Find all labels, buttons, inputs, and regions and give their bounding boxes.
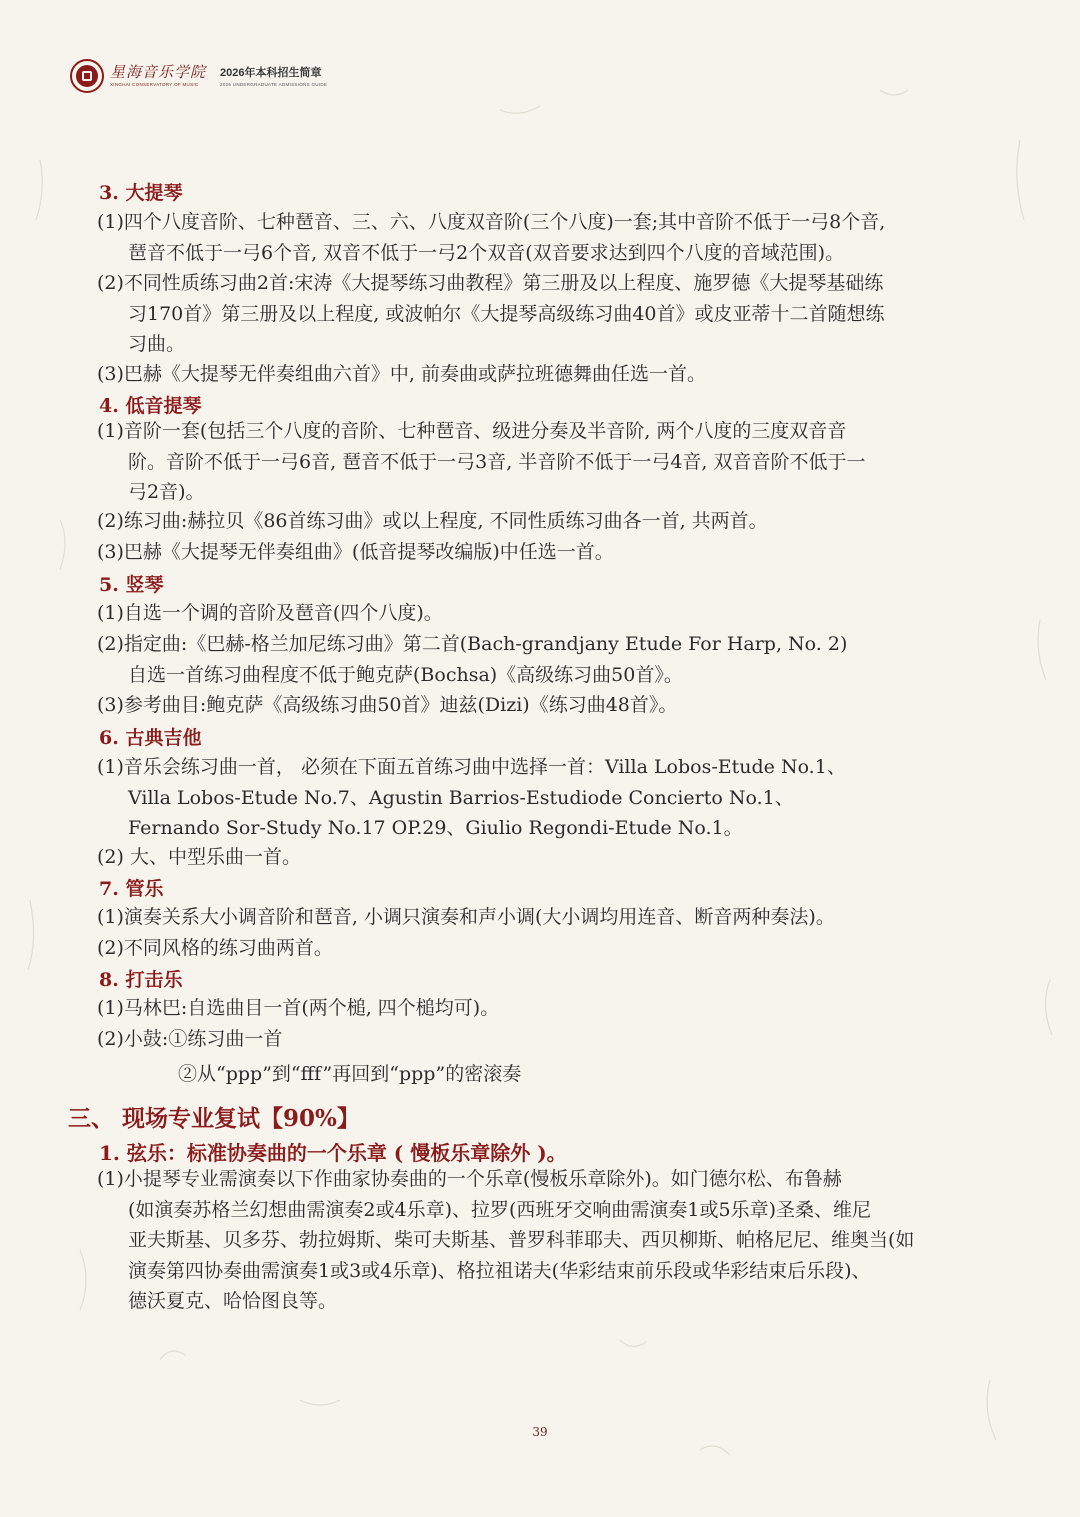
text-line: 琶音不低于一弓6个音, 双音不低于一弓2个双音(双音要求达到四个八度的音域范围)。 <box>128 241 845 264</box>
page-number: 39 <box>532 1425 548 1439</box>
school-name-cn: 星海音乐学院 <box>110 63 207 81</box>
pipe-heading: 7. 管乐 <box>99 878 164 900</box>
cello-heading: 3. 大提琴 <box>99 182 183 204</box>
text-line: (2)小鼓:①练习曲一首 <box>97 1028 283 1050</box>
text-line: (2)不同风格的练习曲两首。 <box>97 937 333 959</box>
pipe-item-2 <box>97 933 957 964</box>
harp-item-3 <box>97 690 957 721</box>
text-line: 亚夫斯基、贝多芬、勃拉姆斯、柴可夫斯基、普罗科菲耶夫、西贝柳斯、帕格尼尼、维奥当(如 <box>128 1229 915 1251</box>
bass-item-1 <box>97 416 957 508</box>
guide-subtitle: 2026 UNDERGRADUATE ADMISSIONS GUIDE <box>220 81 328 87</box>
text-line: (1)自选一个调的音阶及琶音(四个八度)。 <box>97 602 443 624</box>
page-header <box>70 56 327 96</box>
cello-item-3 <box>97 359 957 390</box>
text-line: (1)四个八度音阶、七种琶音、三、六、八度双音阶(三个八度)一套;其中音阶不低于一弓8个音, <box>97 211 886 233</box>
text-line: (3)巴赫《大提琴无伴奏组曲》(低音提琴改编版)中任选一首。 <box>97 541 614 563</box>
text-line: 弓2音)。 <box>128 481 205 503</box>
text-line: 习曲。 <box>128 333 186 355</box>
school-logo <box>110 64 206 88</box>
text-line: (2)指定曲:《巴赫-格兰加尼练习曲》第二首(Bach-grandjany Etude For Harp, No. 2) <box>97 633 848 655</box>
text-line: (1)演奏关系大小调音阶和琶音, 小调只演奏和声小调(大小调均用连音、断音两种奏法)。 <box>97 906 835 928</box>
perc-heading: 8. 打击乐 <box>99 969 183 991</box>
text-line: 自选一首练习曲程度不低于鲍克萨(Bochsa)《高级练习曲50首》。 <box>128 663 683 686</box>
school-name-en: XINGHAI CONSERVATORY OF MUSIC <box>110 82 199 87</box>
cello-item-2 <box>97 268 957 360</box>
text-line: (如演奏苏格兰幻想曲需演奏2或4乐章)、拉罗(西班牙交响曲需演奏1或5乐章)圣桑、维尼 <box>128 1198 872 1221</box>
text-line: Villa Lobos-Etude No.7、Agustin Barrios-Estudiode Concierto No.1、 <box>128 786 794 809</box>
perc-snare-line-2: ②从“ppp”到“fff”再回到“ppp”的密滚奏 <box>178 1063 522 1085</box>
harp-heading: 5. 竖琴 <box>99 574 164 596</box>
guide-title: 2026年本科招生简章 <box>220 66 322 79</box>
text-line: Fernando Sor-Study No.17 OP.29、Giulio Regondi-Etude No.1。 <box>128 817 743 839</box>
bass-item-2 <box>97 506 957 537</box>
section-3-item-1 <box>97 1164 957 1317</box>
pipe-item-1 <box>97 902 957 933</box>
perc-item-2 <box>97 1024 957 1055</box>
harp-item-2 <box>97 629 957 690</box>
text-line: (2)练习曲:赫拉贝《86首练习曲》或以上程度, 不同性质练习曲各一首, 共两首。 <box>97 510 768 532</box>
section-3-heading: 三、 现场专业复试【90%】 <box>68 1105 360 1132</box>
text-line: (1)音阶一套(包括三个八度的音阶、七种琶音、级进分奏及半音阶, 两个八度的三度双音音 <box>97 420 847 442</box>
bass-heading: 4. 低音提琴 <box>99 395 202 417</box>
guitar-item-1 <box>97 752 957 844</box>
text-line: (1)马林巴:自选曲目一首(两个槌, 四个槌均可)。 <box>97 997 500 1019</box>
bass-item-3 <box>97 537 957 568</box>
text-line: (1)音乐会练习曲一首， 必须在下面五首练习曲中选择一首：Villa Lobos-Etude No.1、 <box>97 756 846 778</box>
text-line: 习170首》第三册及以上程度, 或波帕尔《大提琴高级练习曲40首》或皮亚蒂十二首随想练 <box>128 302 885 325</box>
text-line: 演奏第四协奏曲需演奏1或3或4乐章)、格拉祖诺夫(华彩结束前乐段或华彩结束后乐段)、 <box>128 1259 871 1282</box>
text-line: (3)巴赫《大提琴无伴奏组曲六首》中, 前奏曲或萨拉班德舞曲任选一首。 <box>97 363 706 385</box>
guitar-heading: 6. 古典吉他 <box>99 727 202 749</box>
perc-item-1 <box>97 993 957 1024</box>
text-line: 德沃夏克、哈恰图良等。 <box>128 1290 338 1312</box>
guitar-item-2 <box>97 842 957 873</box>
school-seal-icon <box>70 59 104 93</box>
text-line: 阶。音阶不低于一弓6音, 琶音不低于一弓3音, 半音阶不低于一弓4音, 双音音阶不低于一 <box>128 450 866 473</box>
text-line: (3)参考曲目:鲍克萨《高级练习曲50首》迪兹(Dizi)《练习曲48首》。 <box>97 694 678 716</box>
guide-title-block <box>220 65 327 88</box>
text-line: (2)不同性质练习曲2首:宋涛《大提琴练习曲教程》第三册及以上程度、施罗德《大提琴基础练 <box>97 272 884 294</box>
harp-item-1 <box>97 598 957 629</box>
cello-item-1 <box>97 207 957 268</box>
text-line: (1)小提琴专业需演奏以下作曲家协奏曲的一个乐章(慢板乐章除外)。如门德尔松、布鲁赫 <box>97 1168 842 1190</box>
section-3-sub-1: 1. 弦乐：标准协奏曲的一个乐章 ( 慢板乐章除外 )。 <box>99 1141 567 1165</box>
text-line: (2) 大、中型乐曲一首。 <box>97 846 301 868</box>
